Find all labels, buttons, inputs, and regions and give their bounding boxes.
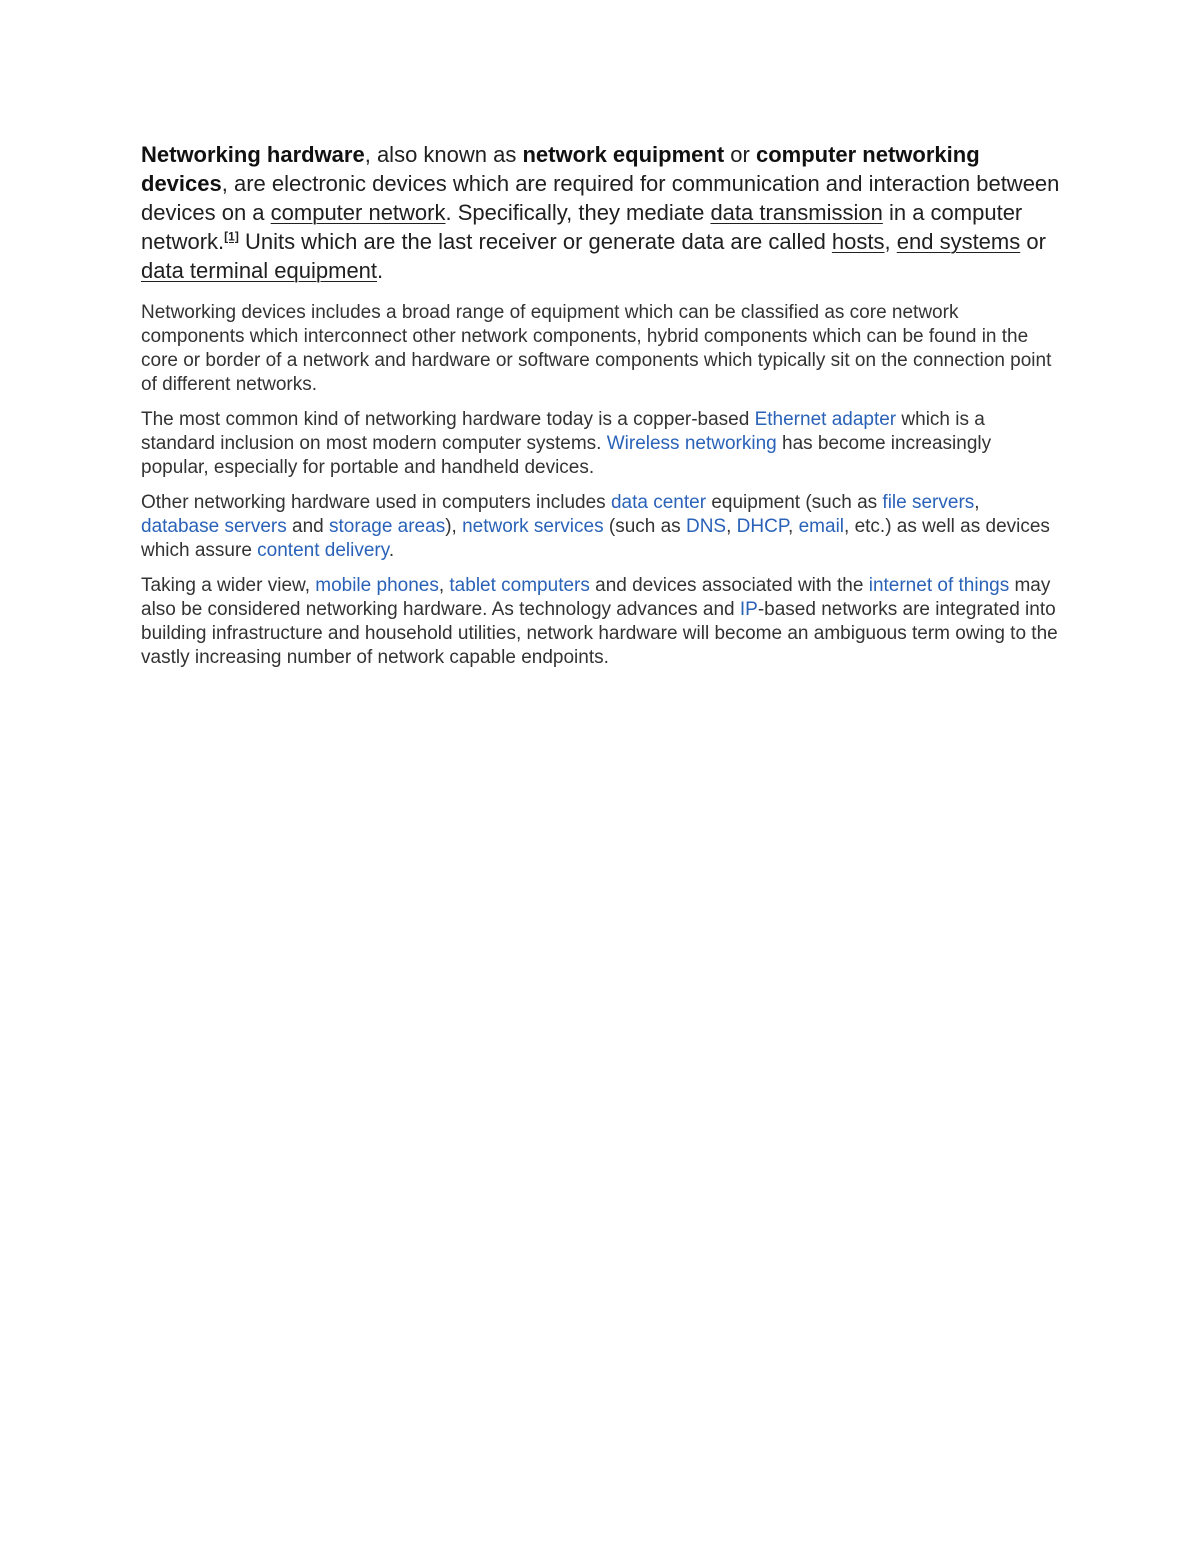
text-run: The most common kind of networking hardware today is a copper-based (141, 409, 755, 430)
link-network-services[interactable]: network services (462, 516, 604, 537)
text-run: , (788, 516, 799, 537)
text-run: Taking a wider view, (141, 575, 316, 596)
wider-view-paragraph (141, 574, 1061, 670)
link-content-delivery[interactable]: content delivery (257, 540, 389, 561)
text-run: -based networks are integrated into building infrastructure and household utilities, network hardware will become an ambiguous term owing to the vastly increasing number of network capable endpoints. (141, 599, 1058, 668)
term-networking-hardware: Networking hardware (141, 142, 365, 167)
link-tablet-computers[interactable]: tablet computers (449, 575, 590, 596)
document-page (141, 140, 1061, 681)
text-run: or (724, 142, 756, 167)
text-run: , are electronic devices which are required for communication and interaction between devices on a (141, 171, 1060, 225)
link-data-center[interactable]: data center (610, 492, 707, 513)
link-end-systems[interactable]: end systems (896, 229, 1021, 254)
text-run: . (377, 258, 384, 283)
common-hardware-paragraph (141, 408, 1061, 480)
link-file-servers[interactable]: file servers (882, 492, 975, 513)
link-mobile-phones[interactable]: mobile phones (315, 575, 439, 596)
text-run: Other networking hardware used in computers includes (141, 492, 611, 513)
text-run: , (726, 516, 737, 537)
text-run: has become increasingly popular, especially for portable and handheld devices. (141, 433, 992, 478)
text-run: , (974, 492, 980, 513)
link-email[interactable]: email (798, 516, 845, 537)
link-computer-network[interactable]: computer network (270, 200, 446, 225)
link-database-servers[interactable]: database servers (141, 516, 287, 537)
text-run: , (884, 229, 897, 254)
text-run: ), (445, 516, 463, 537)
text-run: , also known as (364, 142, 523, 167)
link-wireless-networking[interactable]: Wireless networking (606, 433, 777, 454)
text-run: Units which are the last receiver or generate data are called (238, 229, 832, 254)
other-hardware-paragraph (141, 491, 1061, 563)
devices-paragraph: Networking devices includes a broad range of equipment which can be classified as core network components which interconnect other network components, hybrid components which can be found in the core or border of a network and hardware or software components which typically sit on the connection point of different networks. (141, 302, 1052, 395)
text-run: equipment (such as (706, 492, 883, 513)
text-run: , (438, 575, 450, 596)
link-data-terminal-equipment[interactable]: data terminal equipment (141, 258, 378, 283)
citation-1[interactable]: [1] (224, 229, 239, 244)
link-ethernet-adapter[interactable]: Ethernet adapter (754, 409, 897, 430)
term-network-equipment: network equipment (522, 142, 725, 167)
link-dns[interactable]: DNS (685, 516, 727, 537)
term-computer-networking-devices: computer networking devices (141, 142, 980, 196)
text-run: and (286, 516, 330, 537)
text-run: which is a standard inclusion on most modern computer systems. (141, 409, 985, 454)
text-run: (such as (603, 516, 686, 537)
link-internet-of-things[interactable]: internet of things (868, 575, 1010, 596)
link-hosts[interactable]: hosts (831, 229, 885, 254)
text-run: , etc.) as well as devices which assure (141, 516, 1050, 561)
text-run: . (388, 540, 395, 561)
link-data-transmission[interactable]: data transmission (710, 200, 883, 225)
text-run: and devices associated with the (589, 575, 869, 596)
text-run: . Specifically, they mediate (445, 200, 711, 225)
intro-paragraph (141, 140, 1061, 285)
text-run: or (1020, 229, 1046, 254)
link-ip[interactable]: IP (739, 599, 758, 620)
text-run: in a computer network. (141, 200, 1023, 254)
link-storage-areas[interactable]: storage areas (329, 516, 446, 537)
link-dhcp[interactable]: DHCP (736, 516, 789, 537)
text-run: may also be considered networking hardware. As technology advances and (141, 575, 1051, 620)
